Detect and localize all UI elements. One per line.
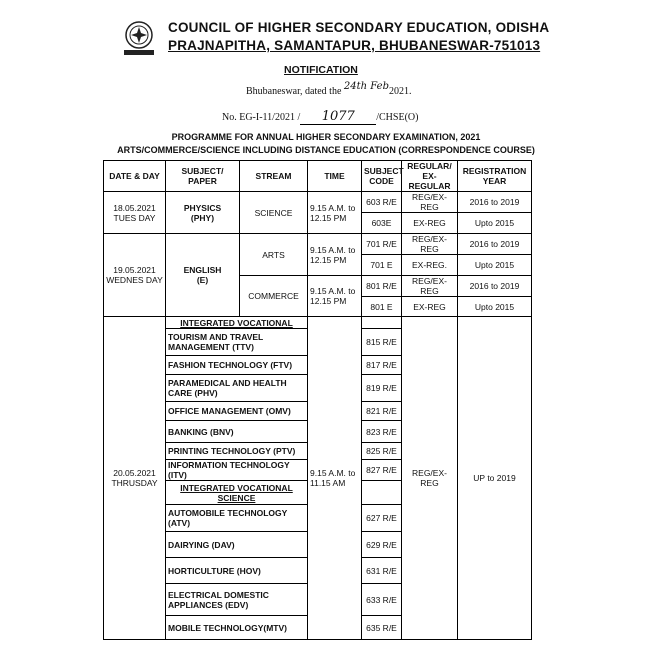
- subject-cell: ENGLISH (E): [166, 234, 240, 317]
- stream-cell: ARTS: [240, 234, 308, 276]
- table-row: [104, 234, 532, 255]
- section-heading: INTEGRATED VOCATIONAL SCIENCE: [166, 481, 308, 505]
- dated-prefix: Bhubaneswar, dated the: [246, 86, 342, 97]
- year-cell: UP to 2019: [458, 317, 532, 640]
- year-cell: Upto 2015: [458, 255, 532, 276]
- subject-cell: PHYSICS (PHY): [166, 192, 240, 234]
- code-cell: 701 R/E: [362, 234, 402, 255]
- code-cell: 819 R/E: [362, 375, 402, 402]
- year-cell: Upto 2015: [458, 297, 532, 317]
- section-heading: INTEGRATED VOCATIONAL: [166, 317, 308, 329]
- subject-cell: FASHION TECHNOLOGY (FTV): [166, 356, 308, 375]
- header-date: DATE & DAY: [104, 161, 166, 192]
- council-address: PRAJNAPITHA, SAMANTAPUR, BHUBANESWAR-751013: [168, 38, 541, 53]
- header-code: SUBJECT CODE: [362, 161, 402, 192]
- code-cell: 817 R/E: [362, 356, 402, 375]
- header-regular: REGULAR/ EX-REGULAR: [402, 161, 458, 192]
- subject-cell: INFORMATION TECHNOLOGY (ITV): [166, 460, 308, 481]
- programme-title: PROGRAMME FOR ANNUAL HIGHER SECONDARY EXAMINATION, 2021: [171, 132, 481, 142]
- letter-no-suffix: /CHSE(O): [376, 112, 419, 123]
- subject-cell: DAIRYING (DAV): [166, 532, 308, 558]
- stream-cell: SCIENCE: [240, 192, 308, 234]
- header-stream: STREAM: [240, 161, 308, 192]
- council-title: COUNCIL OF HIGHER SECONDARY EDUCATION, ODISHA: [168, 20, 550, 35]
- header-year: REGISTRATION YEAR: [458, 161, 532, 192]
- code-cell: 827 R/E: [362, 460, 402, 481]
- subject-cell: TOURISM AND TRAVEL MANAGEMENT (TTV): [166, 329, 308, 356]
- table-row: [104, 192, 532, 213]
- code-cell: 631 R/E: [362, 558, 402, 584]
- council-logo-icon: [118, 20, 160, 58]
- code-cell: 701 E: [362, 255, 402, 276]
- time-cell: 9.15 A.M. to 11.15 AM: [308, 317, 362, 640]
- reg-cell: REG/EX-REG: [402, 276, 458, 297]
- time-cell: 9.15 A.M. to 12.15 PM: [308, 276, 362, 317]
- code-cell: 635 R/E: [362, 616, 402, 640]
- reg-cell: REG/EX-REG: [402, 192, 458, 213]
- time-cell: 9.15 A.M. to 12.15 PM: [308, 234, 362, 276]
- code-cell: 823 R/E: [362, 421, 402, 443]
- code-cell: 801 E: [362, 297, 402, 317]
- year-cell: 2016 to 2019: [458, 234, 532, 255]
- table-row: [104, 317, 532, 329]
- table-header-row: [104, 161, 532, 192]
- subject-cell: PARAMEDICAL AND HEALTH CARE (PHV): [166, 375, 308, 402]
- reg-cell: REG/EX-REG: [402, 317, 458, 640]
- header-time: TIME: [308, 161, 362, 192]
- letter-number: [222, 109, 418, 125]
- date-cell: 18.05.2021 TUES DAY: [104, 192, 166, 234]
- subject-cell: HORTICULTURE (HOV): [166, 558, 308, 584]
- reg-cell: EX-REG: [402, 297, 458, 317]
- dated-line: [246, 81, 412, 97]
- code-cell: 821 R/E: [362, 402, 402, 421]
- subject-cell: OFFICE MANAGEMENT (OMV): [166, 402, 308, 421]
- code-cell: 627 R/E: [362, 505, 402, 532]
- letter-no-prefix: No. EG-I-11/2021 /: [222, 112, 301, 123]
- code-cell: 603E: [362, 213, 402, 234]
- year-cell: Upto 2015: [458, 213, 532, 234]
- reg-cell: REG/EX-REG: [402, 234, 458, 255]
- code-cell: 603 R/E: [362, 192, 402, 213]
- letter-no-handwritten: 1077: [300, 109, 376, 125]
- date-cell: 19.05.2021 WEDNES DAY: [104, 234, 166, 317]
- code-cell: 801 R/E: [362, 276, 402, 297]
- header-subject: SUBJECT/ PAPER: [166, 161, 240, 192]
- code-cell: 629 R/E: [362, 532, 402, 558]
- stream-cell: COMMERCE: [240, 276, 308, 317]
- reg-cell: EX-REG.: [402, 255, 458, 276]
- subject-cell: BANKING (BNV): [166, 421, 308, 443]
- code-cell: 633 R/E: [362, 584, 402, 616]
- code-cell: [362, 317, 402, 329]
- year-cell: 2016 to 2019: [458, 192, 532, 213]
- subject-cell: MOBILE TECHNOLOGY(MTV): [166, 616, 308, 640]
- code-cell: 815 R/E: [362, 329, 402, 356]
- exam-schedule-table: [103, 160, 532, 640]
- notification-heading: NOTIFICATION: [284, 64, 358, 76]
- subject-cell: PRINTING TECHNOLOGY (PTV): [166, 443, 308, 460]
- subject-cell: ELECTRICAL DOMESTIC APPLIANCES (EDV): [166, 584, 308, 616]
- code-cell: 825 R/E: [362, 443, 402, 460]
- dated-year: 2021.: [388, 86, 412, 97]
- time-cell: 9.15 A.M. to 12.15 PM: [308, 192, 362, 234]
- programme-subtitle: ARTS/COMMERCE/SCIENCE INCLUDING DISTANCE EDUCATION (CORRESPONDENCE COURSE): [117, 145, 535, 155]
- reg-cell: EX-REG: [402, 213, 458, 234]
- dated-handwritten: 24th Feb: [343, 81, 389, 92]
- code-cell: [362, 481, 402, 505]
- year-cell: 2016 to 2019: [458, 276, 532, 297]
- date-cell: 20.05.2021 THRUSDAY: [104, 317, 166, 640]
- subject-cell: AUTOMOBILE TECHNOLOGY (ATV): [166, 505, 308, 532]
